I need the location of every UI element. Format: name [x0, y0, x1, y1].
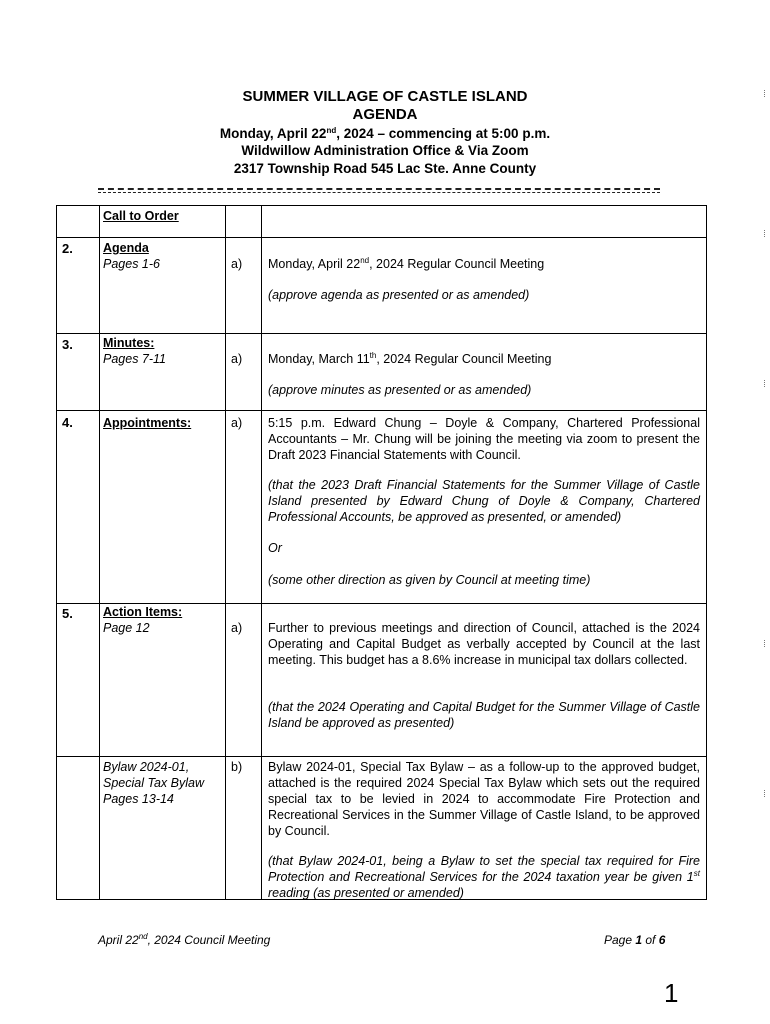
agenda-pages: Pages 1-6 [103, 257, 160, 271]
meeting-address: 2317 Township Road 545 Lac Ste. Anne County [233, 161, 537, 176]
header-divider-2 [98, 192, 660, 193]
action-items-number: 5. [62, 606, 73, 621]
agenda-desc-post: , 2024 Regular Council Meeting [369, 257, 545, 271]
minutes-pages: Pages 7-11 [103, 352, 167, 366]
minutes-motion: (approve minutes as presented or as amended) [268, 383, 532, 397]
agenda-title: AGENDA [352, 106, 418, 123]
org-title: SUMMER VILLAGE OF CASTLE ISLAND [242, 88, 528, 105]
minutes-desc-sup: th [369, 351, 377, 360]
footer-meeting-post: , 2024 Council Meeting [147, 933, 271, 947]
col-divider-2 [225, 206, 226, 899]
meeting-date-pre: Monday, April 22 [219, 126, 327, 141]
bylaw-description: Bylaw 2024-01, Special Tax Bylaw – as a follow-up to the approved budget, attached is the required 2024 Special Tax Bylaw which sets out the required special tax to be levied in 2024 to accommodate Fire Protection and Recreational Services in the Summer Village of Castle Island, to be approved by Council. [268, 760, 700, 838]
minutes-desc-post: , 2024 Regular Council Meeting [376, 352, 552, 366]
footer-page-total: 6 [658, 933, 666, 947]
action-items-description: Further to previous meetings and direction of Council, attached is the 2024 Operating and Capital Budget as verbally accepted by Council at the last meeting. This budget has a 8.6% increase in municipal tax dollars collected. [268, 621, 700, 667]
appointments-title: Appointments: [103, 416, 192, 430]
bylaw-motion [268, 853, 700, 901]
scan-mark [764, 230, 765, 237]
page-number: 1 [664, 978, 679, 1008]
footer-page-current: 1 [635, 933, 643, 947]
footer-meeting-pre: April 22 [98, 933, 139, 947]
agenda-description [268, 256, 544, 272]
agenda-letter: a) [231, 257, 243, 271]
action-items-title: Action Items: [103, 605, 183, 619]
footer-page-of: of [642, 933, 659, 947]
agenda-desc-sup: nd [360, 256, 370, 265]
bylaw-motion-pre: (that Bylaw 2024-01, being a Bylaw to set the special tax required for Fire Protection and Recreational Services for the 2024 taxation year be given 1 [268, 854, 700, 884]
action-items-motion: (that the 2024 Operating and Capital Budget for the Summer Village of Castle Island be approved as presented) [268, 700, 700, 730]
agenda-title-cell: Agenda [103, 241, 149, 255]
col-divider-3 [261, 206, 262, 899]
footer-page-info [604, 933, 665, 947]
row-divider [57, 333, 706, 334]
scan-mark [764, 640, 765, 647]
agenda-motion: (approve agenda as presented or as amended) [268, 288, 530, 302]
action-items-letter: a) [231, 621, 243, 635]
row-divider [57, 237, 706, 238]
minutes-title: Minutes: [103, 336, 155, 350]
agenda-desc-pre: Monday, April 22 [268, 257, 361, 271]
appointments-alternative: (some other direction as given by Council at meeting time) [268, 573, 591, 587]
appointments-number: 4. [62, 415, 73, 430]
scan-mark [764, 790, 765, 797]
appointments-description: 5:15 p.m. Edward Chung – Doyle & Company, Chartered Professional Accountants – Mr. Chung will be joining the meeting via zoom to present the Draft 2023 Financial Statements with Council. [268, 416, 700, 462]
meeting-location: Wildwillow Administration Office & Via Zoom [241, 143, 529, 158]
row-divider [57, 410, 706, 411]
bylaw-title-1: Bylaw 2024-01, [103, 760, 190, 774]
bylaw-letter: b) [231, 760, 243, 774]
header-divider [98, 188, 660, 190]
bylaw-motion-post: reading (as presented or amended) [268, 886, 464, 900]
footer-meeting [98, 933, 270, 947]
minutes-desc-pre: Monday, March 11 [268, 352, 370, 366]
bylaw-pages: Pages 13-14 [103, 792, 174, 806]
appointments-letter: a) [231, 416, 243, 430]
agenda-table [56, 205, 707, 900]
footer-meeting-sup: nd [138, 932, 148, 941]
call-to-order-title: Call to Order [103, 209, 179, 223]
minutes-description [268, 351, 551, 367]
agenda-number: 2. [62, 241, 73, 256]
meeting-date [0, 126, 770, 142]
appointments-motion: (that the 2023 Draft Financial Statements for the Summer Village of Castle Island presented by Edward Chung of Doyle & Company, Chartered Professional Accounts, be approved as presented, or amended) [268, 478, 700, 524]
minutes-letter: a) [231, 352, 243, 366]
scan-mark [764, 90, 765, 97]
meeting-date-sup: nd [326, 126, 337, 135]
appointments-or: Or [268, 541, 282, 555]
col-divider-1 [99, 206, 100, 899]
row-divider [57, 756, 706, 757]
meeting-date-post: , 2024 – commencing at 5:00 p.m. [336, 126, 551, 141]
action-items-pages: Page 12 [103, 621, 150, 635]
minutes-number: 3. [62, 337, 73, 352]
bylaw-title-2: Special Tax Bylaw [103, 776, 204, 790]
scan-mark [764, 380, 765, 387]
bylaw-motion-sup: st [693, 869, 700, 878]
footer-page-label: Page [604, 933, 636, 947]
